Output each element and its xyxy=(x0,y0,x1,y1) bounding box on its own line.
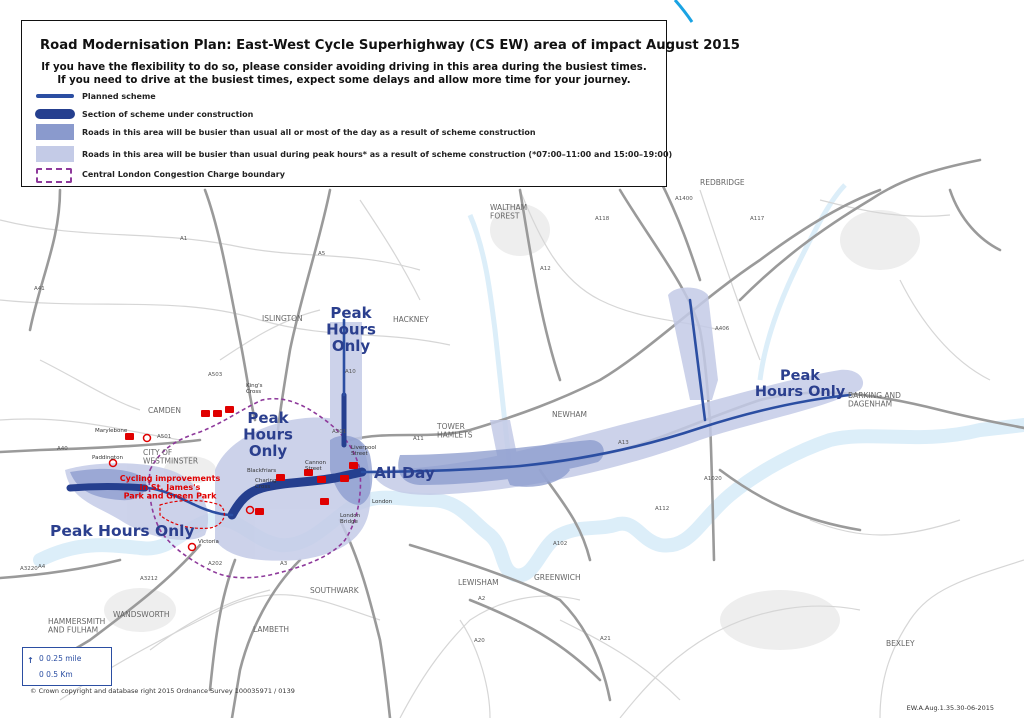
station-label-paddington: Paddington xyxy=(92,455,123,461)
area-label-lambeth: LAMBETH xyxy=(253,625,290,634)
svg-text:A20: A20 xyxy=(474,638,485,644)
rail-icon xyxy=(340,475,349,482)
area-label-wandsworth: WANDSWORTH xyxy=(113,610,170,619)
area-label-tower-hamlets: TOWER HAMLETS xyxy=(437,422,473,440)
impact-label-barking-peak: Peak Hours Only xyxy=(754,368,846,400)
map-subtitle xyxy=(40,61,648,87)
station-label-victoria: Victoria xyxy=(198,539,219,545)
area-label-islington: ISLINGTON xyxy=(262,314,303,323)
svg-text:A4: A4 xyxy=(38,564,46,570)
area-label-bexley: BEXLEY xyxy=(886,639,915,648)
area-label-camden: CAMDEN xyxy=(148,406,181,415)
svg-text:A1: A1 xyxy=(180,236,188,242)
impact-label-all-day: All Day xyxy=(374,464,435,482)
station-label-cannon-street: Cannon Street xyxy=(305,460,327,473)
scale-bar xyxy=(22,647,112,686)
svg-text:A3212: A3212 xyxy=(140,576,158,582)
rail-icon xyxy=(317,476,326,483)
svg-text:A112: A112 xyxy=(655,506,670,512)
map-title: Road Modernisation Plan: East-West Cycle Superhighway (CS EW) area of impact August 2015 xyxy=(40,38,740,53)
rail-icon xyxy=(201,410,210,417)
rail-icon xyxy=(320,498,329,505)
scale-km-label: 0 0.5 Km xyxy=(39,670,73,679)
svg-text:A12: A12 xyxy=(540,266,551,272)
legend-label-planned: Planned scheme xyxy=(82,92,156,101)
station-label-charing-cross: Charing Cross xyxy=(255,478,277,491)
svg-text:A102: A102 xyxy=(553,541,568,547)
copyright-note: © Crown copyright and database right 2015 Ordnance Survey 100035971 / 0139 xyxy=(30,687,295,695)
subtitle-line-1: If you have the flexibility to do so, please consider avoiding driving in this area during the busiest times. xyxy=(41,62,647,73)
svg-text:A117: A117 xyxy=(750,216,765,222)
legend-swatch-peak xyxy=(36,146,74,162)
station-label-kings-cross: King's Cross xyxy=(246,383,263,396)
svg-text:A41: A41 xyxy=(34,286,45,292)
svg-text:A13: A13 xyxy=(618,440,629,446)
area-label-lewisham: LEWISHAM xyxy=(458,578,499,587)
impact-label-city-peak: Peak Hours Only xyxy=(243,409,293,460)
scale-mile-label: 0 0.25 mile xyxy=(39,654,82,663)
area-label-hackney: HACKNEY xyxy=(393,315,429,324)
area-label-barking-dagenham: BARKING AND DAGENHAM xyxy=(848,391,901,409)
svg-text:A5: A5 xyxy=(318,251,326,257)
svg-text:A202: A202 xyxy=(208,561,223,567)
svg-text:A2: A2 xyxy=(478,596,486,602)
legend-swatch-planned xyxy=(36,94,74,98)
station-label-blackfriars: Blackfriars xyxy=(247,468,277,474)
svg-text:A501: A501 xyxy=(157,434,172,440)
legend-swatch-congestion-charge xyxy=(36,168,72,183)
svg-text:A40: A40 xyxy=(57,446,68,452)
svg-text:A3220: A3220 xyxy=(20,566,38,572)
svg-text:A21: A21 xyxy=(600,636,611,642)
svg-text:A1020: A1020 xyxy=(704,476,722,482)
svg-text:A406: A406 xyxy=(715,326,730,332)
rail-icon xyxy=(125,433,134,440)
construction-west xyxy=(70,487,145,489)
legend-swatch-all-day xyxy=(36,124,74,140)
svg-text:A201: A201 xyxy=(332,429,347,435)
rail-icon xyxy=(213,410,222,417)
area-label-city-of-westminster: CITY OF WESTMINSTER xyxy=(143,448,199,466)
impact-label-west-peak: Peak Hours Only xyxy=(50,522,195,540)
map-reference: EW.A.Aug.1.35.30-06-2015 xyxy=(906,704,994,712)
area-label-hammersmith-fulham: HAMMERSMITH AND FULHAM xyxy=(48,617,106,635)
svg-text:A10: A10 xyxy=(345,369,356,375)
rail-icon xyxy=(276,474,285,481)
svg-text:A118: A118 xyxy=(595,216,610,222)
subtitle-line-2: If you need to drive at the busiest times, expect some delays and allow more time for your journey. xyxy=(57,75,631,86)
legend-label-congestion-charge: Central London Congestion Charge boundary xyxy=(82,170,285,179)
station-label-marylebone: Marylebone xyxy=(95,428,128,434)
svg-text:A503: A503 xyxy=(208,372,223,378)
cycling-improvements-note: Cycling improvements in St. James's Park and Green Park xyxy=(119,474,221,501)
area-label-greenwich: GREENWICH xyxy=(534,573,581,582)
station-label-london-bridge: London Bridge xyxy=(340,513,361,526)
north-arrow-icon: ↑ xyxy=(27,656,34,665)
svg-text:A3: A3 xyxy=(280,561,288,567)
area-label-newham: NEWHAM xyxy=(552,410,588,419)
svg-text:A11: A11 xyxy=(413,436,424,442)
svg-text:A1400: A1400 xyxy=(675,196,693,202)
area-label-southwark: SOUTHWARK xyxy=(310,586,359,595)
legend-label-construction: Section of scheme under construction xyxy=(82,110,254,119)
station-label-london: London xyxy=(372,499,393,505)
legend-label-peak: Roads in this area will be busier than usual during peak hours* as a result of scheme construction (*07:00–11:00 and 15:00–19:00) xyxy=(82,150,673,159)
rail-icon xyxy=(349,462,358,469)
station-label-liverpool-street: Liverpool Street xyxy=(351,445,377,458)
impact-label-hackney-peak: Peak Hours Only xyxy=(326,304,376,355)
rail-icon xyxy=(225,406,234,413)
rail-icon xyxy=(255,508,264,515)
legend-swatch-construction xyxy=(35,109,75,119)
legend-label-all-day: Roads in this area will be busier than usual all or most of the day as a result of scheme construction xyxy=(82,128,536,137)
area-label-redbridge: REDBRIDGE xyxy=(700,178,745,187)
area-label-waltham-forest: WALTHAM FOREST xyxy=(490,203,528,221)
